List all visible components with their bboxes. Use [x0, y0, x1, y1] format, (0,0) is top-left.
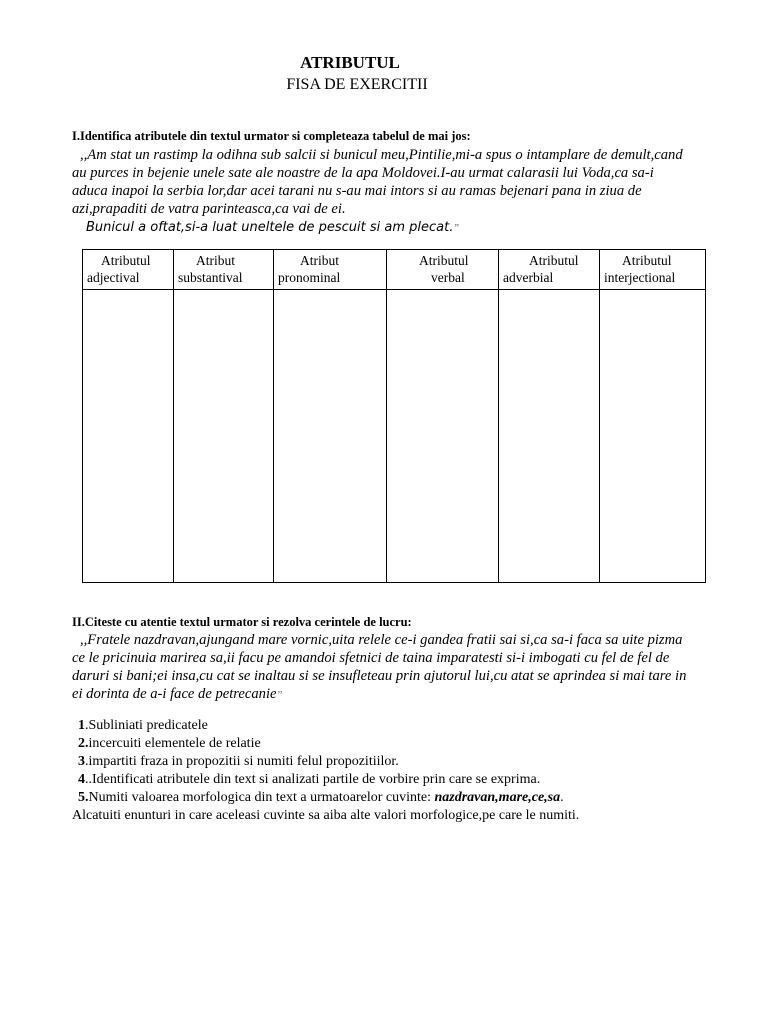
page-title: ATRIBUTUL: [300, 53, 400, 72]
section-1-heading: I.Identifica atributele din textul urmator si completeaza tabelul de mai jos:: [72, 129, 471, 143]
answer-cell-substantival[interactable]: [174, 290, 274, 583]
task-item: 1.Subliniati predicatele: [78, 718, 208, 733]
text-line: ce le pricinuia marirea sa,ii facu pe amandoi sfetnici de taina imparatesti si-i imbogati cu fel de fel de: [72, 650, 670, 666]
text-line: ei dorinta de a-i face de petrecanie: [72, 686, 277, 702]
task-item: 4..Identificati atributele din text si analizati partile de vorbire prin care se exprima.: [78, 772, 541, 787]
text-line: ,,Fratele nazdravan,ajungand mare vornic,uita relele ce-i gandea fratii sai si,ca sa-i faca sa uite pizma: [80, 632, 683, 648]
section-1-text: [72, 146, 712, 238]
text-line: Bunicul a oftat,si-a luat uneltele de pescuit si am plecat.: [86, 220, 454, 235]
column-header-pronominal: Atribut pronominal: [274, 250, 387, 290]
answer-cell-verbal[interactable]: [387, 290, 499, 583]
text-line: azi,prapaditi de vatra parinteasca,ca vai de ei.: [72, 201, 346, 217]
text-line: ,,Am stat un rastimp la odihna sub salcii si bunicul meu,Pintilie,mi-a spus o intamplare de demult,cand: [80, 147, 683, 163]
column-header-verbal: Atributul verbal: [387, 250, 499, 290]
task-final-line: Alcatuiti enunturi in care aceleasi cuvinte sa aiba alte valori morfologice,pe care le numiti.: [72, 808, 580, 823]
text-line-last: [72, 218, 712, 238]
page-subtitle: FISA DE EXERCITII: [286, 76, 428, 93]
task-item: 3.impartiti fraza in propozitii si numiti felul propozitiilor.: [78, 754, 399, 769]
text-line: aduca inapoi la serbia lor,dar acei tarani nu s-au mai intors si au ramas bejenari pana in ziua de: [72, 183, 642, 199]
text-line: au purces in bejenie unele sate ale noastre de la apa Moldovei.I-au urmat calarasii lui Voda,ca sa-i: [72, 165, 654, 181]
column-header-adverbial: Atributul adverbial: [499, 250, 600, 290]
section-2-heading: II.Citeste cu atentie textul urmator si rezolva cerintele de lucru:: [72, 615, 412, 629]
section-2-text: [72, 631, 712, 705]
target-words: nazdravan,mare,ce,sa: [434, 790, 561, 805]
column-header-interjectional: Atributul interjectional: [600, 250, 706, 290]
task-item: 5.Numiti valoarea morfologica din text a urmatoarelor cuvinte: nazdravan,mare,ce,sa.: [78, 790, 564, 805]
answer-cell-interjectional[interactable]: [600, 290, 706, 583]
answer-cell-adverbial[interactable]: [499, 290, 600, 583]
column-header-adjectival: Atributul adjectival: [83, 250, 174, 290]
answer-cell-pronominal[interactable]: [274, 290, 387, 583]
column-header-substantival: Atribut substantival: [174, 250, 274, 290]
closing-quote: ’’: [276, 690, 283, 701]
task-item: 2.incercuiti elementele de relatie: [78, 736, 261, 751]
text-line-last: [72, 685, 712, 705]
text-line: daruri si bani;ei insa,cu cat se inaltau si se insufleteau prin ajutorul lui,cu atat se aprindea si mai tare in: [72, 668, 687, 684]
answer-cell-adjectival[interactable]: [83, 290, 174, 583]
closing-quote: ’’: [453, 223, 459, 234]
task-list: [72, 717, 579, 825]
attributes-table: [82, 249, 706, 583]
